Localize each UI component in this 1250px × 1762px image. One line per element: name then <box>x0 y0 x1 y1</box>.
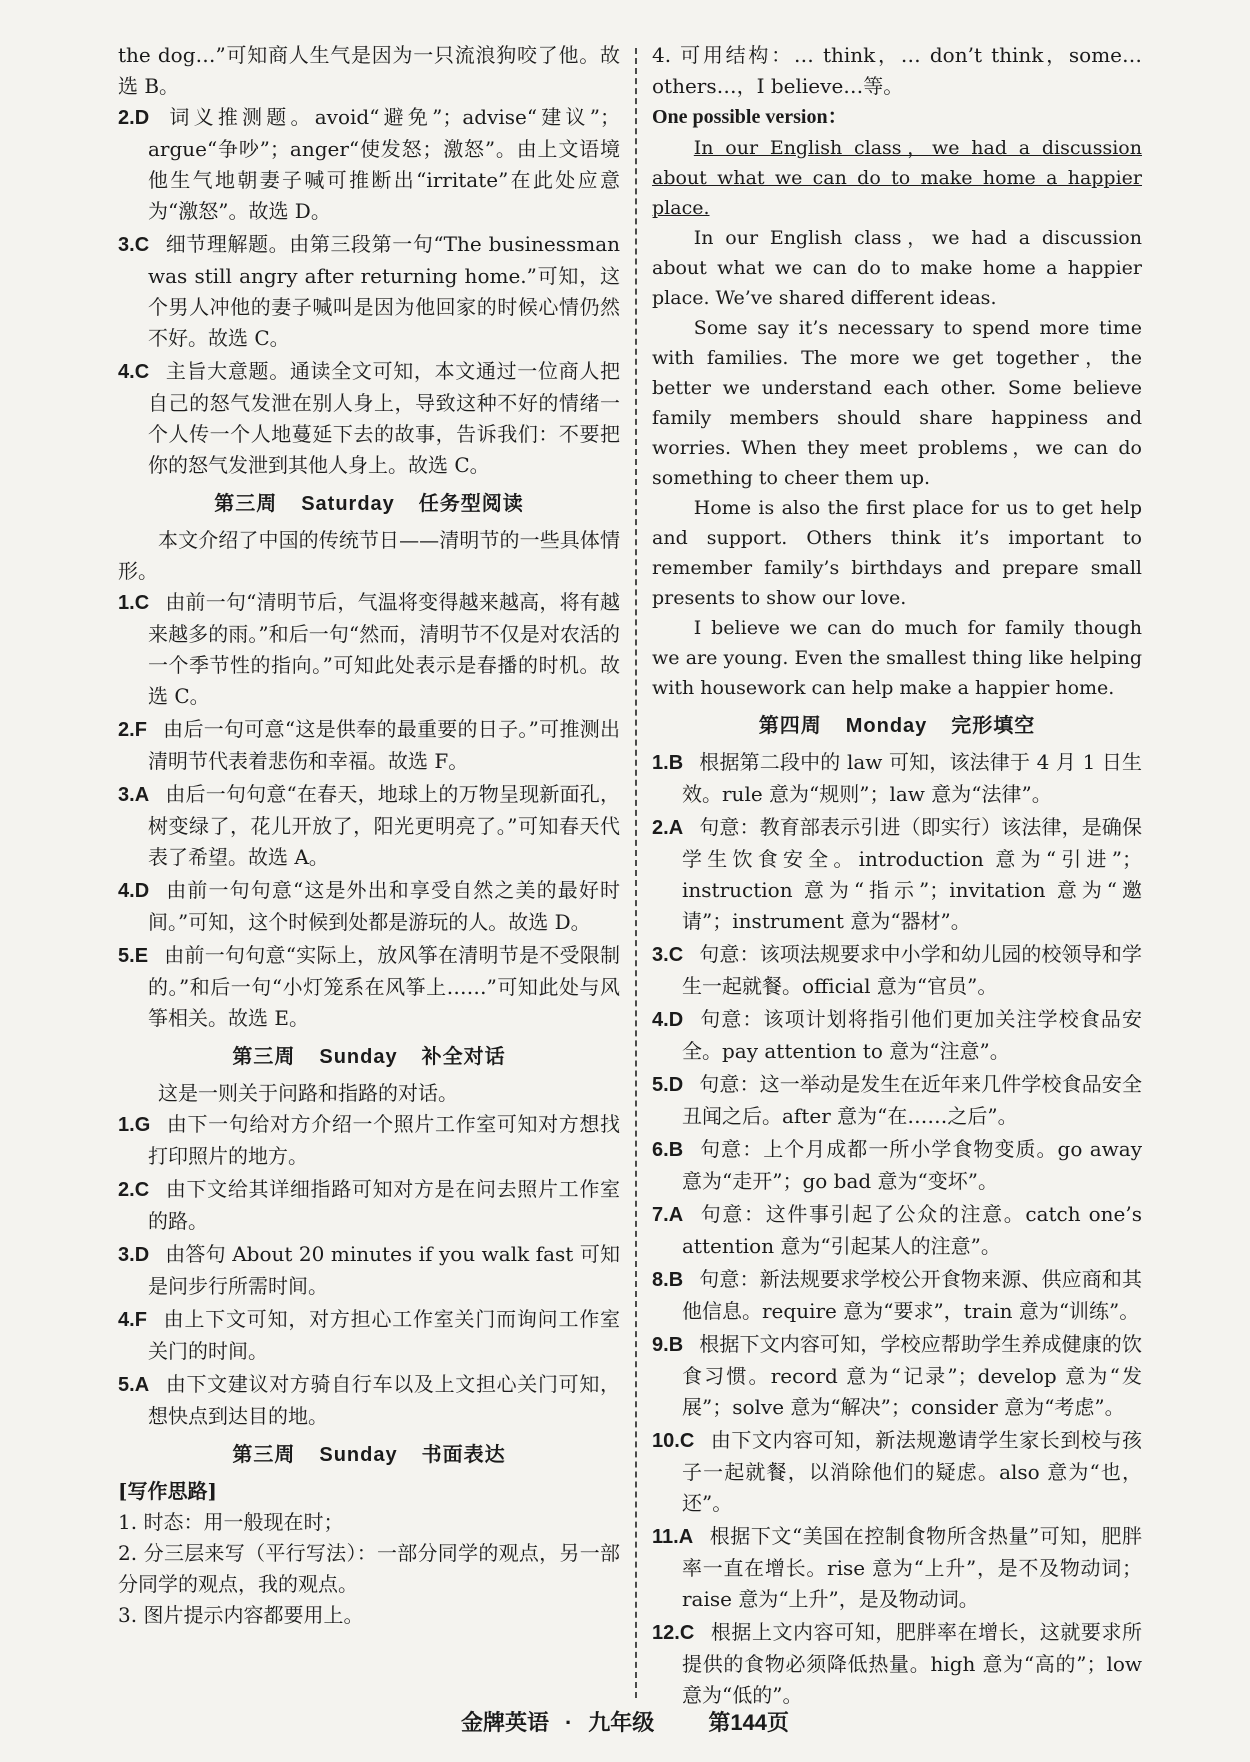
item-number: 5. <box>652 1074 669 1096</box>
heading-type: 补全对话 <box>421 1046 506 1068</box>
answer-item <box>118 779 620 873</box>
footer-grade: 九年级 <box>588 1710 655 1735</box>
answer-item <box>118 1239 620 1302</box>
answer-item <box>118 1174 620 1237</box>
section-heading-monday <box>652 709 1142 743</box>
item-number: 2. <box>118 107 135 129</box>
item-explanation: 根据下文“美国在控制食物所含热量”可知，肥胖率一直在增长。rise 意为“上升”，是不及物动词；raise 意为“上升”，是及物动词。 <box>682 1524 1142 1611</box>
essay-paragraph: Some say it’s necessary to spend more time with families. The more we get together，the better we understand each other. Some believe family members should share happiness and worries. When they meet problems，we can do something to cheer them up. <box>652 317 1142 489</box>
column-divider <box>635 48 637 1698</box>
answer-item <box>652 1004 1142 1067</box>
item-answer: A <box>668 817 684 839</box>
section-heading-sunday-writing <box>118 1438 620 1472</box>
writing-tips-title: [写作思路] <box>118 1479 217 1503</box>
item-answer: D <box>668 1009 684 1031</box>
item-answer: D <box>134 1244 150 1266</box>
answer-item <box>652 1329 1142 1423</box>
writing-tip: 3. 图片提示内容都要用上。 <box>118 1603 364 1627</box>
heading-week: 第三周 <box>232 1444 296 1466</box>
item-explanation: 句意：这一举动是发生在近年来几件学校食品安全丑闻之后。after 意为“在……之后”。 <box>682 1072 1142 1128</box>
item-answer: F <box>134 719 147 741</box>
item-answer: B <box>668 1269 684 1291</box>
essay-prompt: In our English class，we had a discussion about what we can do to make home a happier place. <box>652 137 1142 219</box>
essay-paragraph: Home is also the first place for us to get help and support. Others think it’s important to remember family’s birthdays and prepare small presents to show our love. <box>652 497 1142 609</box>
item-number: 2. <box>118 719 135 741</box>
item-explanation: 根据上文内容可知，肥胖率在增长，这就要求所提供的食物必须降低热量。high 意为“高的”；low 意为“低的”。 <box>682 1620 1142 1707</box>
item-explanation: 由后一句可意“这是供奉的最重要的日子。”可推测出清明节代表着悲伤和幸福。故选 F。 <box>148 717 620 773</box>
item-number: 5. <box>118 945 135 967</box>
answer-list-task-reading <box>118 587 620 1034</box>
section-heading-saturday <box>118 487 620 521</box>
item-answer: C <box>134 234 150 256</box>
answer-item <box>118 1304 620 1367</box>
item-number: 8. <box>652 1269 669 1291</box>
writing-tip-4: 4. 可用结构：… think，… don’t think，some… others…，I believe…等。 <box>652 43 1142 98</box>
item-explanation: 由前一句句意“实际上，放风筝在清明节是不受限制的。”和后一句“小灯笼系在风筝上……”可知此处与风筝相关。故选 E。 <box>148 943 620 1030</box>
heading-type: 任务型阅读 <box>418 493 524 515</box>
item-number: 1. <box>652 752 669 774</box>
item-explanation: 由下文内容可知，新法规邀请学生家长到校与孩子一起就餐，以消除他们的疑虑。also 意为“也，还”。 <box>682 1428 1142 1515</box>
item-answer: C <box>134 361 150 383</box>
page-footer <box>0 1706 1250 1737</box>
item-explanation: 由下一句给对方介绍一个照片工作室可知对方想找打印照片的地方。 <box>148 1112 620 1168</box>
item-explanation: 由前一句句意“这是外出和享受自然之美的最好时间。”可知，这个时候到处都是游玩的人。故选 D。 <box>148 878 620 934</box>
item-answer: B <box>668 752 684 774</box>
item-number: 3. <box>118 1244 135 1266</box>
heading-day: Saturday <box>301 493 395 515</box>
item-number: 2. <box>118 1179 135 1201</box>
answer-item <box>652 747 1142 810</box>
heading-day: Sunday <box>319 1046 398 1068</box>
item-answer: A <box>678 1526 694 1548</box>
item-number: 11. <box>652 1526 679 1548</box>
answer-item <box>652 1069 1142 1132</box>
item-answer: A <box>134 784 150 806</box>
item-explanation: 句意：上个月成都一所小学食物变质。go away 意为“走开”；go bad 意为“变坏”。 <box>682 1137 1142 1193</box>
item-answer: B <box>668 1139 684 1161</box>
item-number: 4. <box>118 361 135 383</box>
item-explanation: 词义推测题。avoid“避免”；advise“建议”；argue“争吵”；anger“使发怒；激怒”。由上文语境他生气地朝妻子喊可推断出“irritate”在此处应意为“激怒”。故选 D。 <box>148 105 620 223</box>
item-number: 9. <box>652 1334 669 1356</box>
item-answer: C <box>679 1622 695 1644</box>
item-explanation: 由下文建议对方骑自行车以及上文担心关门可知，想快点到达目的地。 <box>148 1372 620 1428</box>
item-number: 6. <box>652 1139 669 1161</box>
heading-day: Monday <box>845 715 928 737</box>
answer-item <box>652 812 1142 937</box>
sample-essay <box>652 223 1142 703</box>
footer-page: 第144页 <box>708 1710 790 1735</box>
item-number: 5. <box>118 1374 135 1396</box>
heading-day: Sunday <box>319 1444 398 1466</box>
item-answer: E <box>134 945 149 967</box>
item-number: 1. <box>118 1114 135 1136</box>
answer-item <box>652 1134 1142 1197</box>
answer-item <box>652 939 1142 1002</box>
item-explanation: 根据第二段中的 law 可知，该法律于 4 月 1 日生效。rule 意为“规则”；law 意为“法律”。 <box>682 750 1142 806</box>
item-answer: C <box>668 944 684 966</box>
answer-list-cloze <box>652 747 1142 1711</box>
answer-item <box>118 1109 620 1172</box>
heading-week: 第四周 <box>758 715 822 737</box>
answer-list-reading <box>118 102 620 481</box>
item-answer: G <box>134 1114 151 1136</box>
item-number: 4. <box>118 880 135 902</box>
item-explanation: 由下文给其详细指路可知对方是在问去照片工作室的路。 <box>148 1177 620 1233</box>
item-number: 2. <box>652 817 669 839</box>
writing-tip: 2. 分三层来写（平行写法）：一部分同学的观点，另一部分同学的观点，我的观点。 <box>118 1541 620 1596</box>
answer-item <box>652 1264 1142 1327</box>
item-explanation: 由前一句“清明节后，气温将变得越来越高，将有越来越多的雨。”和后一句“然而，清明节不仅是对农活的一个季节性的指向。”可知此处表示是春播的时机。故选 C。 <box>148 590 620 708</box>
answer-item <box>118 229 620 354</box>
answer-item <box>652 1425 1142 1519</box>
version-label: One possible version： <box>652 106 848 128</box>
answer-item <box>118 875 620 938</box>
item-answer: A <box>668 1204 684 1226</box>
heading-week: 第三周 <box>232 1046 296 1068</box>
heading-type: 完形填空 <box>951 715 1036 737</box>
item-answer: B <box>668 1334 684 1356</box>
footer-book: 金牌英语 <box>460 1710 549 1735</box>
answer-item <box>652 1521 1142 1615</box>
item-answer: C <box>679 1430 695 1452</box>
writing-tip: 1. 时态：用一般现在时； <box>118 1510 344 1534</box>
essay-paragraph: In our English class，we had a discussion about what we can do to make home a happier place. We’ve shared different ideas. <box>652 227 1142 309</box>
item-number: 7. <box>652 1204 669 1226</box>
answer-item <box>118 587 620 712</box>
footer-sep: · <box>564 1710 573 1735</box>
item-number: 12. <box>652 1622 680 1644</box>
right-column <box>652 40 1142 1713</box>
item-number: 10. <box>652 1430 680 1452</box>
section-intro: 这是一则关于问路和指路的对话。 <box>158 1081 458 1105</box>
item-explanation: 主旨大意题。通读全文可知，本文通过一位商人把自己的怒气发泄在别人身上，导致这种不好的情绪一个人传一个人地蔓延下去的故事，告诉我们：不要把你的怒气发泄到其他人身上。故选 C。 <box>148 359 620 477</box>
answer-list-dialogue <box>118 1109 620 1432</box>
left-column <box>118 40 620 1631</box>
answer-item <box>118 102 620 227</box>
answer-item <box>118 940 620 1034</box>
answer-item <box>118 1369 620 1432</box>
item-answer: D <box>134 107 150 129</box>
item-answer: C <box>134 592 150 614</box>
answer-item <box>652 1199 1142 1262</box>
item-number: 4. <box>652 1009 669 1031</box>
item-number: 3. <box>118 784 135 806</box>
item-answer: C <box>134 1179 150 1201</box>
item-number: 3. <box>652 944 669 966</box>
item-explanation: 句意：教育部表示引进（即实行）该法律，是确保学生饮食安全。introduction 意为“引进”；instruction 意为“指示”；invitation 意为“邀请”；instrument 意为“器材”。 <box>682 815 1142 933</box>
item-explanation: 句意：该项法规要求中小学和幼儿园的校领导和学生一起就餐。official 意为“官员”。 <box>682 942 1142 998</box>
item-answer: D <box>134 880 150 902</box>
section-intro: 本文介绍了中国的传统节日——清明节的一些具体情形。 <box>118 528 620 583</box>
item-explanation: 句意：新法规要求学校公开食物来源、供应商和其他信息。require 意为“要求”，train 意为“训练”。 <box>682 1267 1142 1323</box>
item-explanation: 细节理解题。由第三段第一句“The businessman was still angry after returning home.”可知，这个男人冲他的妻子喊叫是因为他回家的时候心情仍然不好。故选 C。 <box>148 232 620 350</box>
writing-tips-list <box>118 1507 620 1631</box>
item-answer: A <box>134 1374 150 1396</box>
intro-continuation: the dog…”可知商人生气是因为一只流浪狗咬了他。故选 B。 <box>118 43 620 98</box>
item-explanation: 由答句 About 20 minutes if you walk fast 可知是问步行所需时间。 <box>148 1242 620 1298</box>
section-heading-sunday-dialogue <box>118 1040 620 1074</box>
answer-item <box>118 714 620 777</box>
answer-item <box>118 356 620 481</box>
item-answer: F <box>134 1309 147 1331</box>
item-number: 4. <box>118 1309 135 1331</box>
item-explanation: 由后一句句意“在春天，地球上的万物呈现新面孔，树变绿了，花儿开放了，阳光更明亮了。”可知春天代表了希望。故选 A。 <box>148 782 620 869</box>
item-number: 1. <box>118 592 135 614</box>
heading-type: 书面表达 <box>421 1444 506 1466</box>
item-explanation: 由上下文可知，对方担心工作室关门而询问工作室关门的时间。 <box>148 1307 620 1363</box>
item-number: 3. <box>118 234 135 256</box>
item-explanation: 句意：这件事引起了公众的注意。catch one’s attention 意为“引起某人的注意”。 <box>682 1202 1142 1258</box>
item-explanation: 句意：该项计划将指引他们更加关注学校食品安全。pay attention to 意为“注意”。 <box>682 1007 1142 1063</box>
heading-week: 第三周 <box>214 493 278 515</box>
essay-paragraph: I believe we can do much for family though we are young. Even the smallest thing like helping with housework can help make a happier home. <box>652 617 1142 699</box>
item-explanation: 根据下文内容可知，学校应帮助学生养成健康的饮食习惯。record 意为“记录”；develop 意为“发展”；solve 意为“解决”；consider 意为“考虑”。 <box>682 1332 1142 1419</box>
answer-item <box>652 1617 1142 1711</box>
item-answer: D <box>668 1074 684 1096</box>
